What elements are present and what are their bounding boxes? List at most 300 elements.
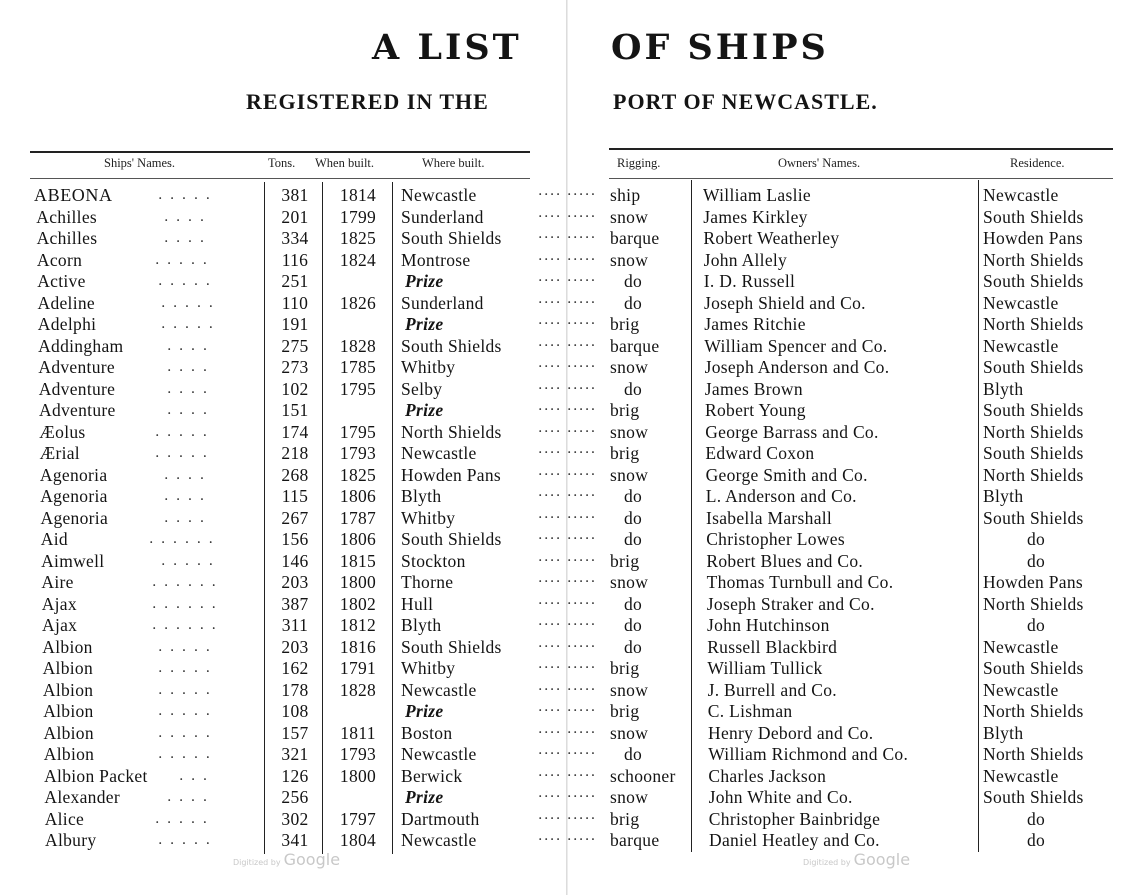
place-leader: ···· bbox=[538, 767, 562, 784]
place-leader: ···· bbox=[538, 724, 562, 741]
rigging: schooner bbox=[610, 765, 676, 786]
residence: Blyth bbox=[983, 378, 1024, 399]
table-row bbox=[0, 766, 567, 788]
table-row bbox=[0, 400, 567, 422]
residence: do bbox=[1027, 615, 1046, 635]
watermark-left: Digitized by Google bbox=[233, 850, 341, 869]
header-rule-bottom-left bbox=[30, 178, 530, 179]
owner-name: George Barrass and Co. bbox=[705, 421, 879, 442]
table-row bbox=[0, 830, 567, 852]
table-row bbox=[0, 379, 567, 401]
name-leader: . . . . bbox=[164, 466, 206, 483]
year-built: 1797 bbox=[339, 808, 377, 829]
place-built: Prize bbox=[405, 271, 444, 291]
left-page bbox=[0, 0, 567, 895]
name-leader: . . . . bbox=[167, 380, 209, 397]
residence: do bbox=[1027, 830, 1046, 850]
rigging-leader: ····· bbox=[567, 251, 597, 268]
residence: do bbox=[1027, 808, 1046, 829]
table-row bbox=[567, 357, 1145, 379]
ship-name: Alexander bbox=[44, 787, 120, 807]
table-row bbox=[567, 379, 1145, 401]
rigging: ship bbox=[610, 185, 641, 205]
table-row bbox=[0, 336, 567, 358]
name-leader: . . . . bbox=[164, 230, 206, 246]
table-row bbox=[567, 551, 1145, 573]
place-leader: ···· bbox=[538, 251, 562, 268]
place-built: Hull bbox=[401, 593, 434, 614]
rigging: brig bbox=[610, 314, 640, 334]
tons: 178 bbox=[281, 679, 309, 700]
residence: North Shields bbox=[983, 421, 1084, 442]
table-row bbox=[0, 637, 567, 659]
place-leader: ···· bbox=[538, 660, 562, 676]
table-row bbox=[567, 336, 1145, 358]
rigging-leader: ····· bbox=[567, 746, 597, 762]
year-built: 1802 bbox=[339, 593, 377, 614]
table-row bbox=[0, 615, 567, 637]
place-built: Sunderland bbox=[401, 292, 484, 313]
place-leader: ···· bbox=[538, 789, 562, 805]
tons: 162 bbox=[281, 658, 309, 678]
place-leader: ···· bbox=[538, 574, 562, 590]
residence: North Shields bbox=[983, 701, 1084, 721]
tons: 302 bbox=[281, 808, 309, 829]
table-row bbox=[0, 572, 567, 594]
ship-name: Adventure bbox=[39, 400, 116, 420]
place-leader: ···· bbox=[538, 832, 562, 848]
place-leader: ···· bbox=[538, 445, 562, 461]
place-leader: ···· bbox=[538, 337, 562, 354]
table-row bbox=[567, 658, 1145, 680]
owner-name: Robert Young bbox=[705, 400, 806, 420]
ship-name: Aire bbox=[41, 572, 74, 592]
ship-name: Ajax bbox=[41, 593, 77, 614]
table-row bbox=[567, 637, 1145, 659]
owner-name: William Tullick bbox=[707, 658, 823, 678]
header-rule-bottom-right bbox=[609, 178, 1113, 179]
name-leader: . . . . . . bbox=[152, 617, 218, 633]
table-row bbox=[0, 443, 567, 465]
subtitle-left: REGISTERED IN THE bbox=[246, 89, 489, 114]
year-built: 1787 bbox=[339, 507, 377, 528]
rigging-leader: ····· bbox=[567, 337, 597, 354]
rigging-leader: ····· bbox=[567, 703, 597, 719]
rigging: snow bbox=[610, 787, 649, 807]
place-built: Berwick bbox=[401, 765, 463, 786]
rigging-leader: ····· bbox=[567, 273, 597, 289]
tons: 251 bbox=[281, 271, 309, 291]
year-built: 1795 bbox=[339, 378, 377, 399]
table-row bbox=[567, 228, 1145, 250]
tons: 387 bbox=[281, 593, 309, 614]
place-built: Howden Pans bbox=[401, 464, 502, 485]
rigging: do bbox=[624, 593, 643, 614]
residence: South Shields bbox=[983, 507, 1084, 528]
col-head-residence: Residence. bbox=[1010, 156, 1065, 170]
owner-name: William Laslie bbox=[703, 185, 811, 205]
rigging: brig bbox=[610, 701, 640, 721]
name-leader: . . . . . bbox=[161, 316, 215, 332]
rigging-leader: ····· bbox=[567, 681, 597, 698]
table-row bbox=[0, 744, 567, 766]
tons: 218 bbox=[281, 443, 309, 463]
owner-name: William Richmond and Co. bbox=[708, 744, 909, 764]
table-row bbox=[0, 787, 567, 809]
owner-name: Henry Debord and Co. bbox=[708, 722, 874, 743]
name-leader: . . . . . bbox=[158, 187, 212, 203]
residence: South Shields bbox=[983, 658, 1084, 678]
year-built: 1826 bbox=[339, 292, 377, 313]
place-built: Stockton bbox=[401, 550, 466, 571]
rigging-leader: ····· bbox=[567, 509, 597, 526]
residence: North Shields bbox=[983, 314, 1084, 334]
table-row bbox=[0, 228, 567, 250]
ship-name: Agenoria bbox=[39, 464, 108, 485]
place-leader: ···· bbox=[538, 359, 562, 375]
tons: 110 bbox=[281, 292, 309, 313]
place-built: South Shields bbox=[401, 335, 502, 356]
year-built: 1793 bbox=[339, 744, 377, 764]
rigging: snow bbox=[610, 722, 649, 743]
ship-name: Æolus bbox=[39, 421, 86, 442]
place-leader: ···· bbox=[538, 466, 562, 483]
rigging: do bbox=[624, 615, 643, 635]
table-row bbox=[0, 293, 567, 315]
owner-name: John White and Co. bbox=[708, 787, 853, 807]
col-head-year: When built. bbox=[315, 156, 375, 170]
year-built: 1828 bbox=[339, 679, 377, 700]
table-row bbox=[567, 185, 1145, 207]
table-row bbox=[567, 400, 1145, 422]
year-built: 1800 bbox=[339, 765, 377, 786]
name-leader: . . . . bbox=[167, 337, 209, 354]
ship-name: Adelphi bbox=[37, 314, 97, 334]
name-leader: . . . . . bbox=[158, 746, 212, 762]
owner-name: Joseph Straker and Co. bbox=[706, 593, 875, 614]
ship-name: Agenoria bbox=[40, 486, 108, 506]
place-built: Thorne bbox=[401, 572, 454, 592]
rigging-leader: ····· bbox=[567, 531, 597, 547]
rigging: snow bbox=[610, 421, 649, 442]
place-built: South Shields bbox=[401, 636, 502, 657]
tons: 174 bbox=[281, 421, 309, 442]
rigging: snow bbox=[610, 357, 649, 377]
residence: Newcastle bbox=[983, 335, 1059, 356]
owner-name: Charles Jackson bbox=[708, 765, 827, 786]
residence: Howden Pans bbox=[983, 228, 1084, 248]
ship-name: ABEONA bbox=[34, 185, 113, 205]
owner-name: Isabella Marshall bbox=[706, 507, 833, 528]
name-leader: . . . . . . bbox=[152, 595, 218, 612]
col-head-name: Ships' Names. bbox=[104, 156, 176, 170]
place-leader: ···· bbox=[538, 595, 562, 612]
table-row bbox=[567, 701, 1145, 723]
residence: South Shields bbox=[983, 787, 1084, 807]
rigging: barque bbox=[610, 830, 660, 850]
ship-name: Agenoria bbox=[40, 507, 109, 528]
place-built: Whitby bbox=[401, 658, 456, 678]
residence: South Shields bbox=[983, 271, 1084, 291]
place-leader: ···· bbox=[538, 380, 562, 397]
tons: 126 bbox=[281, 765, 309, 786]
table-row bbox=[567, 443, 1145, 465]
rigging-leader: ····· bbox=[567, 724, 597, 741]
residence: South Shields bbox=[983, 206, 1084, 227]
tons: 201 bbox=[281, 206, 309, 227]
place-leader: ···· bbox=[538, 187, 562, 203]
place-built: Prize bbox=[405, 701, 444, 721]
tons: 267 bbox=[281, 507, 309, 528]
table-row bbox=[0, 680, 567, 702]
col-head-rigging: Rigging. bbox=[617, 156, 661, 170]
col-head-tons: Tons. bbox=[268, 156, 296, 170]
table-row bbox=[567, 594, 1145, 616]
residence: North Shields bbox=[983, 464, 1084, 485]
owner-name: John Hutchinson bbox=[707, 615, 830, 635]
ship-name: Albion bbox=[42, 658, 94, 678]
residence: Blyth bbox=[983, 722, 1024, 743]
rigging: brig bbox=[610, 443, 640, 463]
ship-name: Active bbox=[37, 271, 86, 291]
place-built: South Shields bbox=[401, 228, 502, 248]
rigging-leader: ····· bbox=[567, 402, 597, 418]
table-row bbox=[0, 529, 567, 551]
rigging-leader: ····· bbox=[567, 488, 597, 504]
rigging: snow bbox=[610, 572, 649, 592]
table-row bbox=[567, 744, 1145, 766]
place-built: Newcastle bbox=[401, 443, 477, 463]
place-built: Sunderland bbox=[401, 206, 484, 227]
table-row bbox=[0, 486, 567, 508]
col-head-place: Where built. bbox=[422, 156, 485, 170]
tons: 341 bbox=[281, 830, 309, 850]
year-built: 1824 bbox=[339, 249, 377, 270]
ship-name: Adventure bbox=[38, 357, 115, 377]
table-row bbox=[567, 680, 1145, 702]
place-built: Selby bbox=[401, 378, 443, 399]
owner-name: Christopher Lowes bbox=[706, 529, 845, 549]
place-built: Newcastle bbox=[401, 679, 477, 700]
place-leader: ···· bbox=[538, 294, 562, 311]
year-built: 1791 bbox=[339, 658, 377, 678]
residence: Newcastle bbox=[983, 679, 1059, 700]
name-leader: . . . . bbox=[167, 789, 209, 805]
place-built: Whitby bbox=[401, 357, 456, 377]
place-leader: ···· bbox=[538, 316, 562, 332]
place-leader: ···· bbox=[538, 638, 562, 655]
name-leader: . . . . bbox=[164, 208, 206, 225]
place-leader: ···· bbox=[538, 810, 562, 827]
rigging: snow bbox=[610, 464, 649, 485]
tons: 381 bbox=[281, 185, 309, 205]
header-rule-top-right bbox=[609, 148, 1113, 150]
tons: 146 bbox=[281, 550, 309, 571]
owner-name: I. D. Russell bbox=[703, 271, 796, 291]
ship-name: Albion bbox=[42, 636, 93, 657]
table-row bbox=[567, 615, 1145, 637]
ship-name: Albion bbox=[42, 679, 94, 700]
place-built: Blyth bbox=[401, 486, 442, 506]
rigging: snow bbox=[610, 679, 649, 700]
owner-name: John Allely bbox=[703, 249, 788, 270]
place-built: North Shields bbox=[401, 421, 502, 442]
name-leader: . . . . . . bbox=[149, 531, 215, 547]
rigging: do bbox=[624, 636, 643, 657]
rigging-leader: ····· bbox=[567, 767, 597, 784]
place-built: Blyth bbox=[401, 615, 442, 635]
place-built: Boston bbox=[401, 722, 453, 743]
place-leader: ···· bbox=[538, 488, 562, 504]
rigging: snow bbox=[610, 206, 649, 227]
watermark-right: Digitized by Google bbox=[803, 850, 911, 869]
place-built: Newcastle bbox=[401, 185, 477, 205]
table-row bbox=[567, 809, 1145, 831]
ship-name: Alice bbox=[44, 808, 85, 829]
table-row bbox=[0, 422, 567, 444]
place-leader: ···· bbox=[538, 509, 562, 526]
header-rule-top-left bbox=[30, 151, 530, 153]
ship-name: Albury bbox=[45, 830, 97, 850]
name-leader: . . . . . bbox=[158, 724, 212, 741]
residence: South Shields bbox=[983, 400, 1084, 420]
name-leader: . . . . . bbox=[158, 832, 212, 848]
place-leader: ···· bbox=[538, 208, 562, 225]
rigging-leader: ····· bbox=[567, 187, 597, 203]
rigging-leader: ····· bbox=[567, 660, 597, 676]
year-built: 1815 bbox=[339, 550, 377, 571]
owner-name: Daniel Heatley and Co. bbox=[709, 830, 880, 850]
table-row bbox=[0, 508, 567, 530]
title-left: A LIST bbox=[372, 27, 522, 68]
year-built: 1811 bbox=[340, 722, 376, 743]
name-leader: . . . . . bbox=[155, 445, 209, 461]
rigging: brig bbox=[610, 808, 640, 829]
tons: 321 bbox=[281, 744, 309, 764]
rigging-leader: ····· bbox=[567, 445, 597, 461]
place-built: Newcastle bbox=[401, 744, 477, 764]
subtitle-right: PORT OF NEWCASTLE. bbox=[613, 89, 878, 114]
table-row bbox=[0, 207, 567, 229]
place-built: Prize bbox=[405, 314, 444, 334]
year-built: 1814 bbox=[339, 185, 377, 205]
tons: 203 bbox=[281, 636, 309, 657]
year-built: 1825 bbox=[339, 464, 377, 485]
owner-name: C. Lishman bbox=[707, 701, 793, 721]
ship-name: Achilles bbox=[36, 228, 98, 248]
table-row bbox=[567, 250, 1145, 272]
place-built: South Shields bbox=[401, 529, 502, 549]
rigging-leader: ····· bbox=[567, 294, 597, 311]
residence: North Shields bbox=[983, 593, 1084, 614]
place-leader: ···· bbox=[538, 746, 562, 762]
ship-name: Albion bbox=[43, 722, 94, 743]
owner-name: Joseph Shield and Co. bbox=[704, 292, 866, 313]
residence: Howden Pans bbox=[983, 572, 1084, 592]
rigging-leader: ····· bbox=[567, 617, 597, 633]
rigging: do bbox=[624, 292, 643, 313]
place-built: Montrose bbox=[401, 249, 471, 270]
table-row bbox=[567, 572, 1145, 594]
place-built: Dartmouth bbox=[401, 808, 480, 829]
rigging-leader: ····· bbox=[567, 208, 597, 225]
owner-name: Edward Coxon bbox=[705, 443, 815, 463]
rigging-leader: ····· bbox=[567, 230, 597, 246]
table-row bbox=[0, 465, 567, 487]
rigging-leader: ····· bbox=[567, 638, 597, 655]
rigging-leader: ····· bbox=[567, 574, 597, 590]
owner-name: Christopher Bainbridge bbox=[708, 808, 881, 829]
ship-name: Ajax bbox=[42, 615, 78, 635]
table-row bbox=[567, 723, 1145, 745]
rigging-leader: ····· bbox=[567, 359, 597, 375]
tons: 268 bbox=[281, 464, 309, 485]
year-built: 1806 bbox=[339, 529, 377, 549]
tons: 256 bbox=[281, 787, 309, 807]
residence: Newcastle bbox=[983, 292, 1059, 313]
residence: do bbox=[1027, 550, 1046, 571]
rigging: do bbox=[624, 744, 643, 764]
rigging: brig bbox=[610, 400, 640, 420]
rigging: do bbox=[624, 378, 643, 399]
table-row bbox=[567, 787, 1145, 809]
year-built: 1828 bbox=[339, 335, 377, 356]
residence: North Shields bbox=[983, 249, 1084, 270]
year-built: 1806 bbox=[339, 486, 377, 506]
table-row bbox=[0, 357, 567, 379]
rigging-leader: ····· bbox=[567, 595, 597, 612]
table-row bbox=[0, 551, 567, 573]
owner-name: James Brown bbox=[704, 378, 803, 399]
year-built: 1800 bbox=[339, 572, 377, 592]
name-leader: . . . . . bbox=[158, 660, 212, 676]
year-built: 1785 bbox=[339, 357, 377, 377]
rigging-leader: ····· bbox=[567, 832, 597, 848]
owner-name: J. Burrell and Co. bbox=[707, 679, 837, 700]
residence: Blyth bbox=[983, 486, 1024, 506]
title-right: OF SHIPS bbox=[611, 27, 829, 68]
year-built: 1825 bbox=[339, 228, 377, 248]
table-row bbox=[567, 293, 1145, 315]
tons: 275 bbox=[281, 335, 309, 356]
table-row bbox=[567, 314, 1145, 336]
name-leader: . . . . bbox=[167, 359, 209, 375]
place-built: Newcastle bbox=[401, 830, 477, 850]
name-leader: . . . bbox=[179, 767, 209, 784]
rigging-leader: ····· bbox=[567, 552, 597, 569]
tons: 116 bbox=[281, 249, 309, 270]
tons: 191 bbox=[281, 314, 309, 334]
owner-name: George Smith and Co. bbox=[705, 464, 868, 485]
rigging-leader: ····· bbox=[567, 810, 597, 827]
rigging-leader: ····· bbox=[567, 316, 597, 332]
ship-name: Albion Packet bbox=[44, 765, 148, 786]
residence: Newcastle bbox=[983, 765, 1059, 786]
rigging: do bbox=[624, 486, 643, 506]
ship-name: Aimwell bbox=[41, 550, 105, 571]
table-row bbox=[567, 830, 1145, 852]
name-leader: . . . . bbox=[164, 488, 206, 504]
place-leader: ···· bbox=[538, 273, 562, 289]
name-leader: . . . . . bbox=[158, 273, 212, 289]
residence: South Shields bbox=[983, 357, 1084, 377]
owner-name: William Spencer and Co. bbox=[704, 335, 888, 356]
residence: North Shields bbox=[983, 744, 1084, 764]
rigging-leader: ····· bbox=[567, 380, 597, 397]
owner-name: Robert Weatherley bbox=[703, 228, 840, 248]
table-row bbox=[567, 271, 1145, 293]
name-leader: . . . . . bbox=[155, 810, 209, 827]
